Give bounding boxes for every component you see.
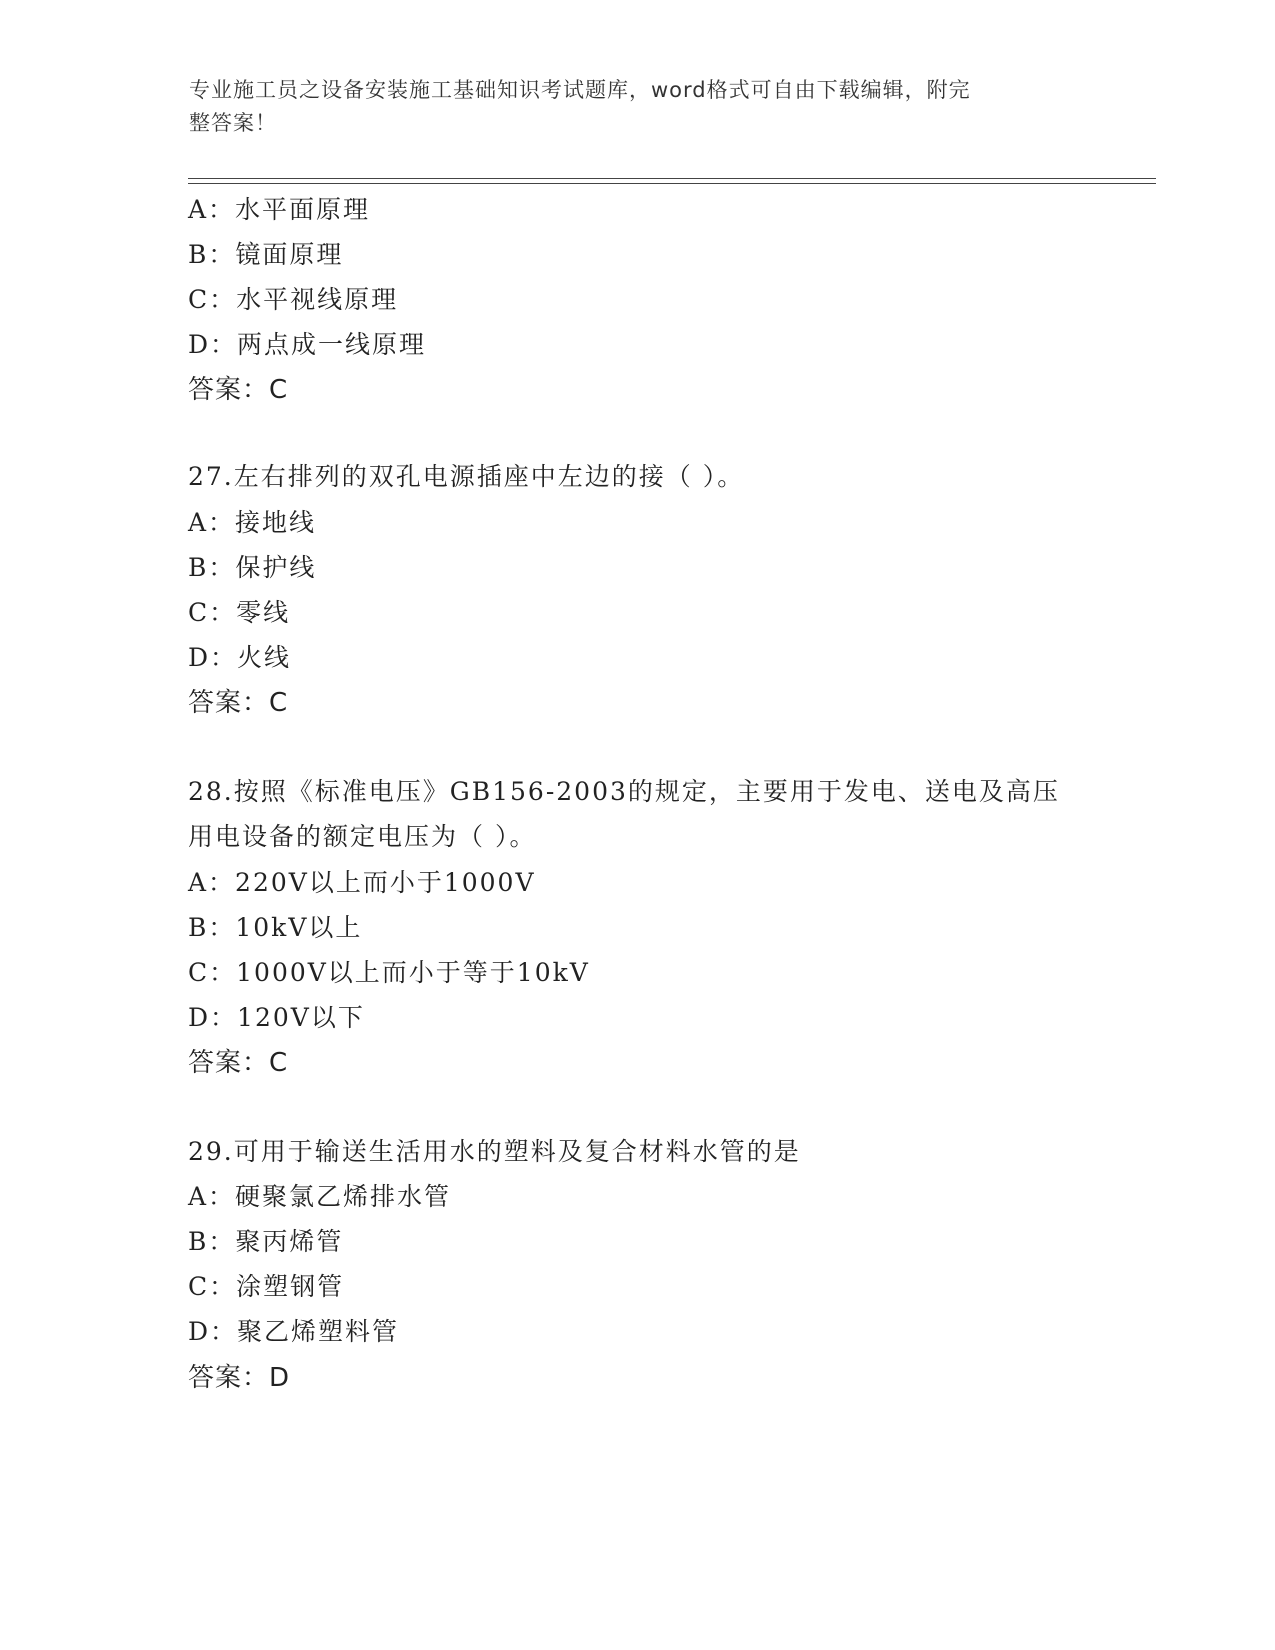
question-29-text: 29.可用于输送生活用水的塑料及复合材料水管的是	[188, 1137, 801, 1166]
question-27-option-a: A：接地线	[188, 508, 317, 537]
question-28-option-c: C：1000V以上而小于等于10kV	[188, 958, 590, 987]
option-b: B：镜面原理	[188, 240, 344, 269]
question-29-option-b: B：聚丙烯管	[188, 1227, 344, 1256]
option-a: A：水平面原理	[188, 195, 371, 224]
question-28-answer: 答案：C	[188, 1048, 289, 1078]
question-29-option-c: C：涂塑钢管	[188, 1272, 345, 1301]
question-27-text: 27.左右排列的双孔电源插座中左边的接（ ）。	[188, 462, 745, 491]
option-d: D：两点成一线原理	[188, 330, 427, 359]
question-29-option-d: D：聚乙烯塑料管	[188, 1317, 400, 1346]
header-line-1: 专业施工员之设备安装施工基础知识考试题库，word格式可自由下载编辑，附完	[189, 78, 971, 102]
question-27-option-b: B：保护线	[188, 553, 317, 582]
question-27-answer: 答案：C	[188, 688, 289, 718]
question-28-option-d: D：120V以下	[188, 1003, 365, 1032]
header-rule-top	[188, 178, 1156, 179]
header-rule-bottom	[188, 183, 1156, 184]
question-28-option-a: A：220V以上而小于1000V	[188, 868, 536, 897]
question-28-text-line-1: 28.按照《标准电压》GB156-2003的规定，主要用于发电、送电及高压	[188, 777, 1060, 806]
document-header	[189, 74, 1089, 140]
question-29-answer: 答案：D	[188, 1363, 291, 1393]
header-line-2: 整答案！	[189, 111, 277, 135]
question-28-text-line-2: 用电设备的额定电压为（ ）。	[188, 822, 537, 851]
option-c: C：水平视线原理	[188, 285, 399, 314]
question-27-option-d: D：火线	[188, 643, 292, 672]
question-28-option-b: B：10kV以上	[188, 913, 363, 942]
answer: 答案：C	[188, 375, 289, 405]
question-27-option-c: C：零线	[188, 598, 291, 627]
question-29-option-a: A：硬聚氯乙烯排水管	[188, 1182, 452, 1211]
